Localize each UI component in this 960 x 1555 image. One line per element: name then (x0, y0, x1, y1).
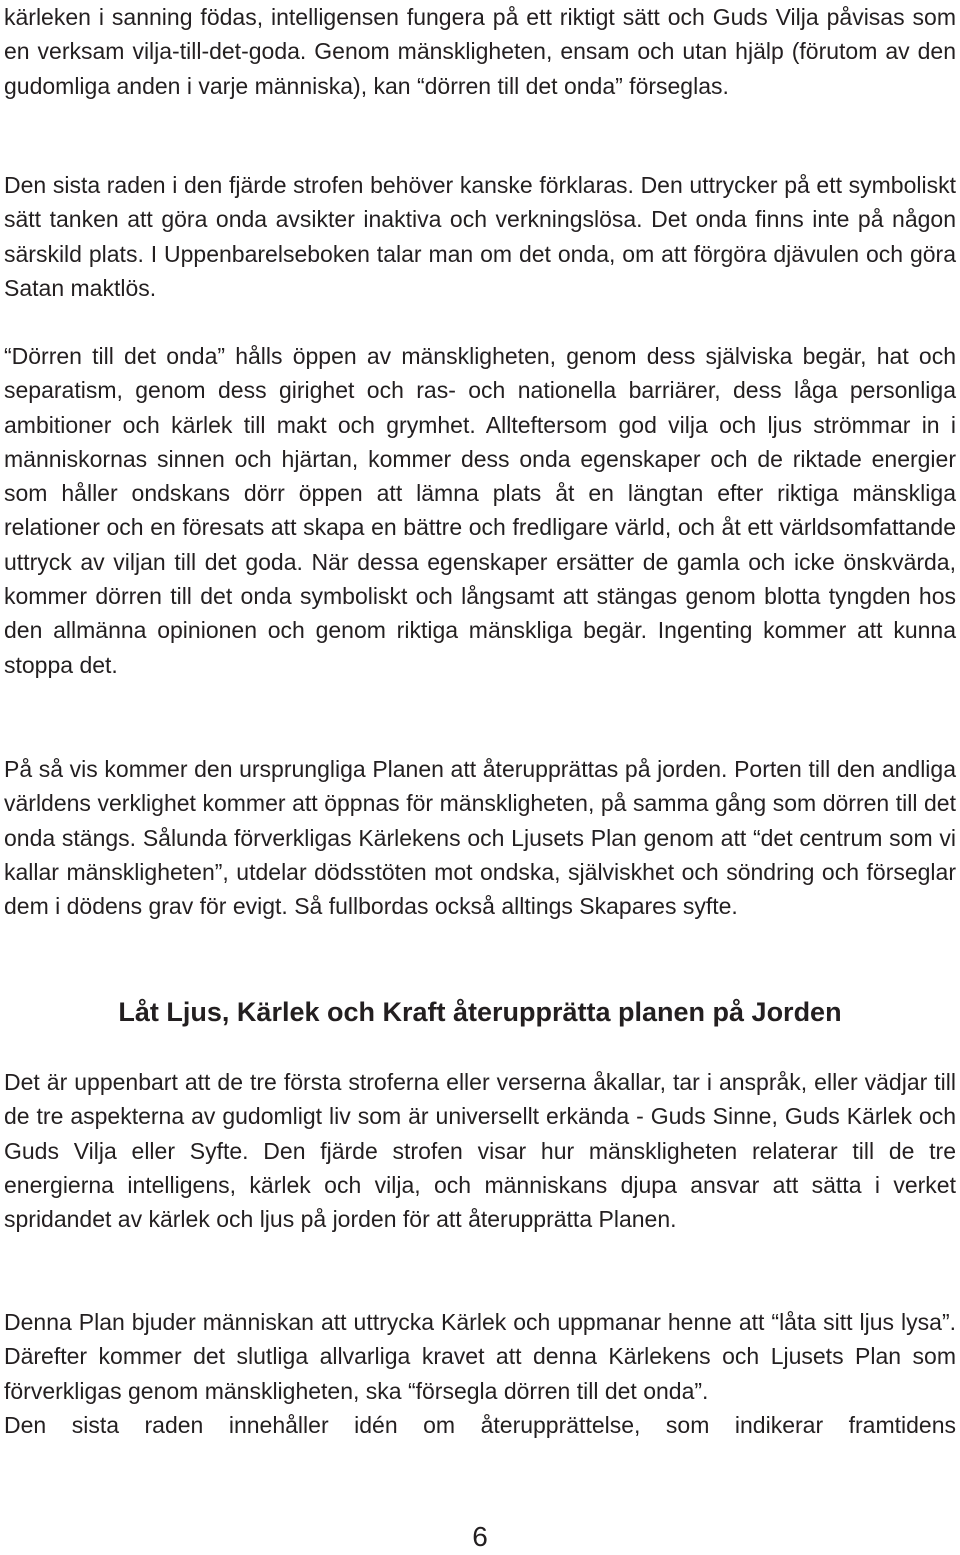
section-heading: Låt Ljus, Kärlek och Kraft återupprätta planen på Jorden (118, 997, 842, 1027)
paragraph-4: På så vis kommer den ursprungliga Planen att återupprättas på jorden. Porten till den andliga världens verklighet kommer att öppnas för mänskligheten, på samma gång som dörren till det onda stängs. Sålunda förverkligas Kärlekens och Ljusets Plan genom att “det centrum som vi kallar mänskligheten”, utdelar dödsstöten mot ondska, själviskhet och söndring och förseglar dem i dödens grav för evigt. Så fullbordas också alltings Skapares syfte. (4, 756, 956, 920)
page-number: 6 (472, 1521, 488, 1552)
paragraph-3: “Dörren till det onda” hålls öppen av mänskligheten, genom dess själviska begär, hat och separatism, genom dess girighet och ras- och nationella barriärer, dess låga personliga ambitioner och kärlek till makt och grymhet. Allteftersom god vilja och ljus strömmar in i människornas sinnen och hjärtan, kommer dess onda egenskaper och de riktade energier som håller ondskans dörr öppen att lämna plats åt en längtan efter riktiga mänskliga relationer och en föresats att skapa en bättre och fredligare värld, och åt ett världsomfattande uttryck av viljan till det goda. När dessa egenskaper ersätter de gamla och icke önskvärda, kommer dörren till det onda symboliskt och långsamt att stängas genom blotta tyngden hos den allmänna opinionen och genom riktiga mänskliga begär. Ingenting kommer att kunna stoppa det. (4, 343, 956, 678)
paragraph-7: Den sista raden innehåller idén om återupprättelse, som indikerar framtidens (4, 1412, 956, 1438)
paragraph-1: kärleken i sanning födas, intelligensen fungera på ett riktigt sätt och Guds Vilja påvisas som en verksam vilja-till-det-goda. Genom mänskligheten, ensam och utan hjälp (förutom av den gudomliga anden i varje människa), kan “dörren till det onda” förseglas. (4, 4, 956, 99)
paragraph-6: Denna Plan bjuder människan att uttrycka Kärlek och uppmanar henne att “låta sitt ljus lysa”. Därefter kommer det slutliga allvarliga kravet att denna Kärlekens och Ljusets Plan som förverkligas genom mänskligheten, ska “försegla dörren till det onda”. (4, 1309, 956, 1404)
paragraph-5: Det är uppenbart att de tre första stroferna eller verserna åkallar, tar i anspråk, eller vädjar till de tre aspekterna av gudomligt liv som är universellt erkända - Guds Sinne, Guds Kärlek och Guds Vilja eller Syfte. Den fjärde strofen visar hur mänskligheten relaterar till de tre energierna intelligens, kärlek och vilja, och människans djupa ansvar att sätta i verket spridandet av kärlek och ljus på jorden för att återupprätta Planen. (4, 1069, 956, 1233)
paragraph-2: Den sista raden i den fjärde strofen behöver kanske förklaras. Den uttrycker på ett symboliskt sätt tanken att göra onda avsikter inaktiva och verkningslösa. Det onda finns inte på någon särskild plats. I Uppenbarelseboken talar man om det onda, om att förgöra djävulen och göra Satan maktlös. (4, 172, 956, 301)
